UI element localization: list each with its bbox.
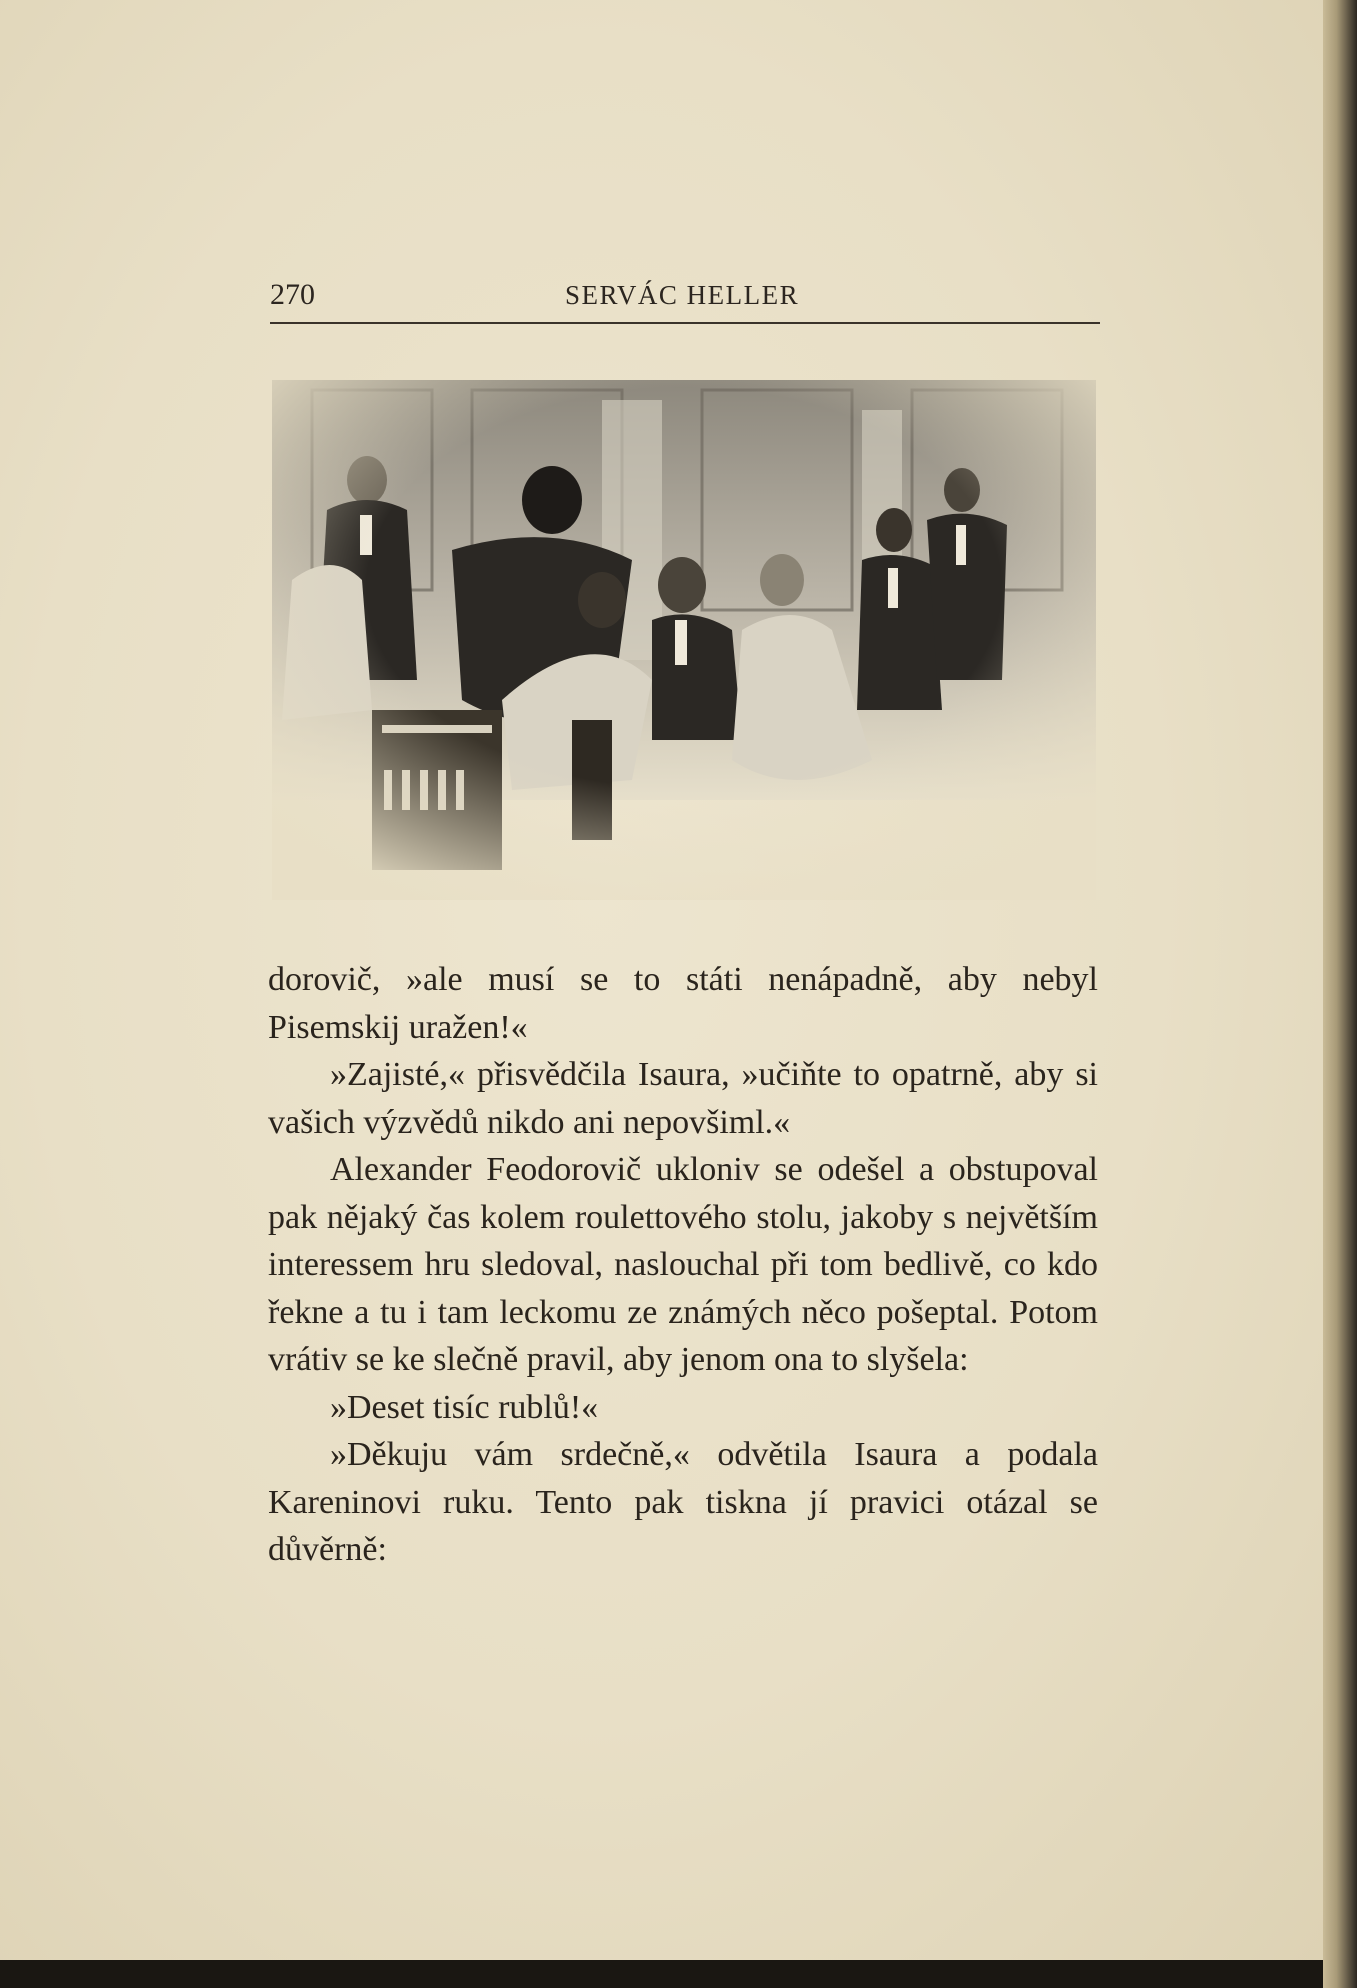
header-rule (270, 322, 1100, 324)
paragraph: »Deset tisíc rublů!« (330, 1388, 599, 1426)
page-header (270, 272, 1100, 322)
paragraph: dorovič, »ale musí se to státi nenápadně, aby nebyl Pisemskij uražen!« (268, 961, 1098, 1046)
body-text (268, 956, 1098, 1574)
running-title: SERVÁC HELLER (565, 280, 800, 310)
paragraph: »Děkuju vám srdečně,« odvětila Isaura a podala Kareninovi ruku. Tento pak tiskna jí pravici otázal se důvěrně: (268, 1436, 1098, 1568)
page-edge (1323, 0, 1357, 1988)
paragraph: Alexander Feodorovič ukloniv se odešel a obstupoval pak nějaký čas kolem roulettového stolu, jakoby s největším interessem hru sledoval, naslouchal při tom bedlivě, co kdo řekne a tu i tam leckomu ze známých něco pošeptal. Potom vrátiv se ke slečně pravil, aby jenom ona to slyšela: (268, 1151, 1098, 1378)
salon-scene-illustration (272, 380, 1096, 900)
paragraph: »Zajisté,« přisvědčila Isaura, »učiňte to opatrně, aby si vašich výzvědů nikdo ani nepovšiml.« (268, 1056, 1098, 1141)
page-number: 270 (270, 278, 315, 311)
